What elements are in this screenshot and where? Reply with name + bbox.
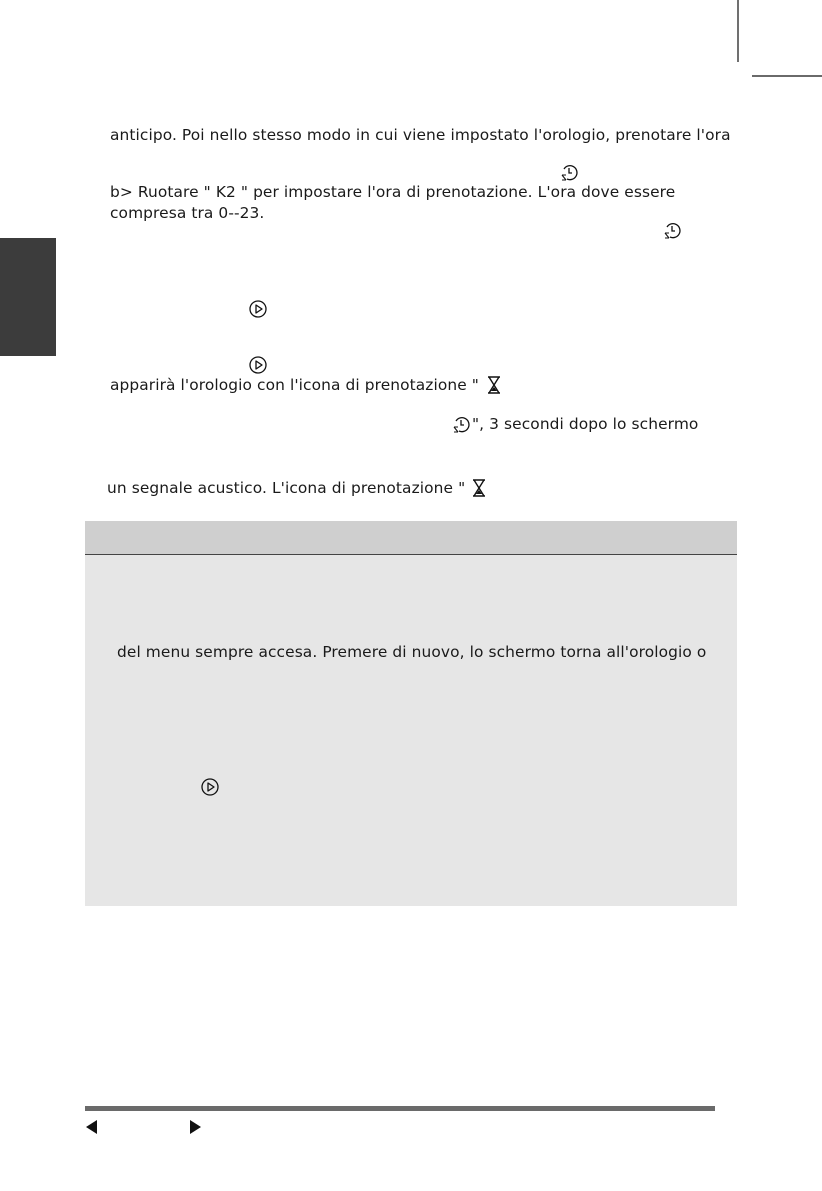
hourglass-icon: [486, 375, 502, 395]
text-line-segnale-acustico: un segnale acustico. L'icona di prenotazione ": [107, 479, 466, 497]
text-line-apparira: apparirà l'orologio con l'icona di prenotazione ": [110, 376, 479, 394]
note-box: [85, 521, 737, 906]
reservation-clock-icon: [662, 221, 682, 241]
note-text-line: del menu sempre accesa. Premere di nuovo, lo schermo torna all'orologio o: [117, 643, 707, 661]
text-line-ruotare-k2: b> Ruotare " K2 " per impostare l'ora di prenotazione. L'ora dove essere: [110, 183, 676, 201]
side-section-tab: [0, 238, 56, 356]
text-line-3-secondi: ", 3 secondi dopo lo schermo: [472, 415, 699, 433]
footer-rule: [85, 1106, 715, 1111]
text-line-compresa: compresa tra 0--23.: [110, 204, 265, 222]
reservation-clock-icon: [451, 415, 471, 435]
note-header: [85, 521, 737, 555]
crop-mark: [0, 0, 822, 90]
start-play-icon: [248, 355, 268, 375]
text-line-anticipo: anticipo. Poi nello stesso modo in cui viene impostato l'orologio, prenotare l'ora: [110, 126, 731, 144]
previous-page-arrow-icon[interactable]: [86, 1120, 97, 1134]
next-page-arrow-icon[interactable]: [190, 1120, 201, 1134]
start-play-icon: [248, 299, 268, 319]
hourglass-icon: [471, 478, 487, 498]
start-play-icon: [200, 777, 220, 797]
reservation-clock-icon: [559, 163, 579, 183]
